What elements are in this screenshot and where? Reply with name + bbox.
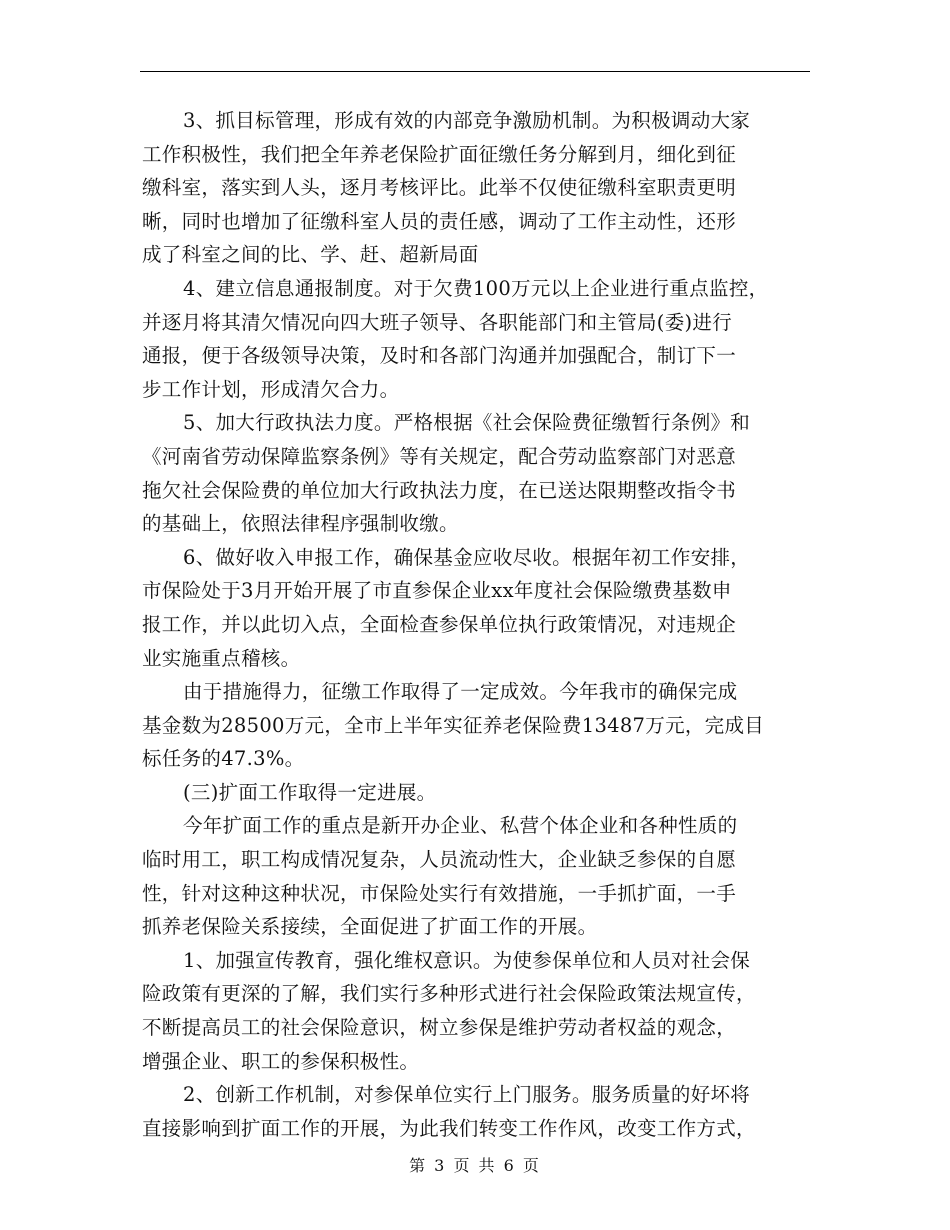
- text-line: 2、创新工作机制，对参保单位实行上门服务。服务质量的好坏将: [183, 1083, 751, 1107]
- text-line: 抓养老保险关系接续，全面促进了扩面工作的开展。: [142, 915, 598, 939]
- text-line: (三)扩面工作取得一定进展。: [183, 780, 437, 804]
- text-line: 临时用工，职工构成情况复杂，人员流动性大，企业缺乏参保的自愿: [142, 848, 737, 872]
- text-line: 通报，便于各级领导决策，及时和各部门沟通并加强配合，制订下一: [142, 344, 737, 368]
- text-line: 《河南省劳动保障监察条例》等有关规定，配合劳动监察部门对恶意: [142, 444, 737, 468]
- text-line: 报工作，并以此切入点，全面检查参保单位执行政策情况，对违规企: [142, 612, 737, 636]
- text-line: 市保险处于3月开始开展了市直参保企业xx年度社会保险缴费基数申: [142, 579, 732, 603]
- text-line: 增强企业、职工的参保积极性。: [142, 1049, 420, 1073]
- text-line: 晰，同时也增加了征缴科室人员的责任感，调动了工作主动性，还形: [142, 209, 737, 233]
- text-line: 4、建立信息通报制度。对于欠费100万元以上企业进行重点监控，: [183, 276, 769, 300]
- text-line: 3、抓目标管理，形成有效的内部竞争激励机制。为积极调动大家: [183, 109, 751, 132]
- text-line: 险政策有更深的了解，我们实行多种形式进行社会保险政策法规宣传，: [142, 982, 756, 1006]
- text-line: 标任务的47.3%。: [142, 747, 305, 771]
- text-line: 性，针对这种这种状况，市保险处实行有效措施，一手抓扩面，一手: [142, 881, 737, 905]
- text-line: 工作积极性，我们把全年养老保险扩面征缴任务分解到月，细化到征: [142, 142, 737, 166]
- text-line: 不断提高员工的社会保险意识，树立参保是维护劳动者权益的观念，: [142, 1016, 737, 1040]
- text-line: 步工作计划，形成清欠合力。: [142, 377, 400, 401]
- text-line: 成了科室之间的比、学、赶、超新局面: [142, 243, 479, 267]
- text-line: 1、加强宣传教育，强化维权意识。为使参保单位和人员对社会保: [183, 948, 751, 972]
- text-line: 基金数为28500万元，全市上半年实征养老保险费13487万元，完成目: [142, 713, 765, 737]
- text-line: 5、加大行政执法力度。严格根据《社会保险费征缴暂行条例》和: [183, 411, 751, 435]
- text-line: 业实施重点稽核。: [142, 646, 301, 670]
- header-rule: [140, 71, 810, 72]
- text-line: 6、做好收入申报工作，确保基金应收尽收。根据年初工作安排，: [183, 545, 751, 569]
- page-footer: 第 3 页 共 6 页: [409, 1156, 541, 1175]
- text-line: 由于措施得力，征缴工作取得了一定成效。今年我市的确保完成: [183, 680, 738, 704]
- text-line: 的基础上，依照法律程序强制收缴。: [142, 512, 459, 536]
- document-body: [142, 104, 814, 1145]
- text-line: 直接影响到扩面工作的开展，为此我们转变工作作风，改变工作方式，: [142, 1116, 756, 1140]
- text-line: 拖欠社会保险费的单位加大行政执法力度，在已送达限期整改指令书: [142, 478, 737, 502]
- text-line: 今年扩面工作的重点是新开办企业、私营个体企业和各种性质的: [183, 814, 738, 838]
- text-line: 缴科室，落实到人头，逐月考核评比。此举不仅使征缴科室职责更明: [142, 176, 737, 200]
- text-line: 并逐月将其清欠情况向四大班子领导、各职能部门和主管局(委)进行: [142, 310, 733, 334]
